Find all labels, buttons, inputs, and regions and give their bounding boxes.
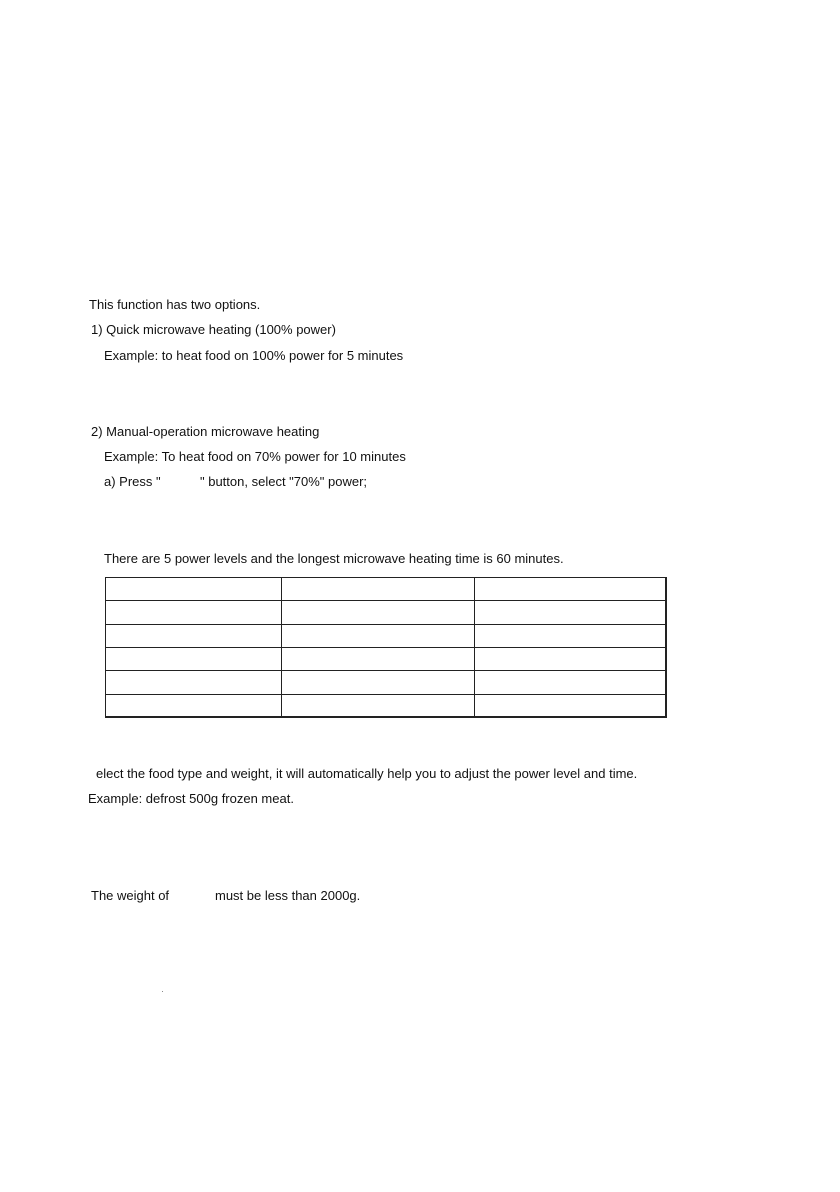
power-table-cell — [106, 694, 282, 717]
power-table-cell — [281, 647, 475, 670]
power-table-cell — [475, 624, 667, 647]
power-table-cell — [106, 578, 282, 601]
option1-title: 1) Quick microwave heating (100% power) — [91, 322, 336, 337]
power-table-cell — [475, 578, 667, 601]
defrost-description: elect the food type and weight, it will automatically help you to adjust the power level and time. — [96, 766, 638, 781]
power-table-cell — [281, 694, 475, 717]
defrost-example: Example: defrost 500g frozen meat. — [88, 791, 294, 806]
weight-note-prefix: The weight of — [91, 888, 170, 903]
power-table-row — [106, 578, 667, 601]
power-table-row — [106, 671, 667, 694]
power-table-cell — [106, 601, 282, 624]
power-table-row — [106, 624, 667, 647]
power-table-row — [106, 601, 667, 624]
power-table-cell — [106, 647, 282, 670]
option2-step-a-prefix: a) Press " — [104, 474, 161, 489]
power-levels-note: There are 5 power levels and the longest microwave heating time is 60 minutes. — [104, 551, 564, 566]
power-table-row — [106, 647, 667, 670]
power-table-cell — [475, 647, 667, 670]
power-table-cell — [475, 671, 667, 694]
power-table — [105, 577, 667, 718]
power-table-row — [106, 694, 667, 717]
power-table-cell — [281, 671, 475, 694]
intro-text: This function has two options. — [89, 297, 261, 312]
power-table-cell — [475, 601, 667, 624]
power-table-cell — [281, 601, 475, 624]
power-table-cell — [475, 694, 667, 717]
power-table-cell — [281, 624, 475, 647]
option1-example: Example: to heat food on 100% power for 5 minutes — [104, 348, 404, 363]
power-table-cell — [281, 578, 475, 601]
option2-step-a-suffix: " button, select "70%" power; — [200, 474, 368, 489]
weight-note-suffix: must be less than 2000g. — [215, 888, 361, 903]
option2-example: Example: To heat food on 70% power for 10 minutes — [104, 449, 406, 464]
power-table-cell — [106, 624, 282, 647]
speck-mark — [162, 991, 163, 992]
option2-title: 2) Manual-operation microwave heating — [91, 424, 320, 439]
power-table-cell — [106, 671, 282, 694]
